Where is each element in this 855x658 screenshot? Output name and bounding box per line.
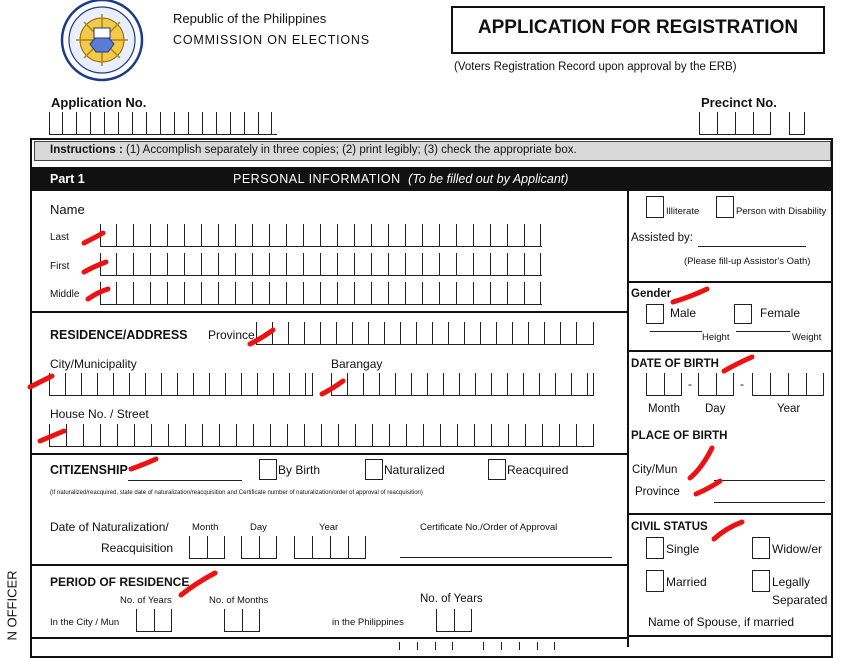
weight-line[interactable] bbox=[736, 331, 790, 332]
gender-label: Gender bbox=[631, 288, 672, 300]
legally-label: Legally bbox=[772, 575, 811, 589]
pob-province-line[interactable] bbox=[714, 502, 825, 503]
citizenship-note: (If naturalized/reacquired, state date of naturalization/reacquisition and Certificate number of naturalization/order of approval of reacquisition) bbox=[50, 490, 423, 496]
province-field[interactable] bbox=[256, 322, 594, 345]
dob-day-label: Day bbox=[705, 403, 726, 415]
assisted-by-label: Assisted by: bbox=[631, 232, 693, 244]
barangay-field[interactable] bbox=[331, 373, 594, 396]
male-checkbox[interactable] bbox=[646, 304, 664, 324]
dob-label: DATE OF BIRTH bbox=[631, 358, 719, 370]
assistor-note: (Please fill-up Assistor's Oath) bbox=[684, 256, 811, 267]
separated-label: Separated bbox=[772, 593, 828, 607]
pob-province-label: Province bbox=[635, 486, 680, 498]
pob-city-label: City/Mun bbox=[632, 464, 678, 476]
naturalization-date-label-2: Reacquisition bbox=[101, 541, 174, 555]
side-officer-text: N OFFICER bbox=[4, 570, 20, 641]
divider-period-next bbox=[32, 637, 628, 639]
illiterate-checkbox[interactable] bbox=[646, 196, 664, 218]
citizenship-line bbox=[128, 480, 242, 481]
city-field[interactable] bbox=[49, 373, 313, 396]
dob-dash-1: - bbox=[688, 377, 692, 391]
reacquired-label: Reacquired bbox=[507, 463, 569, 477]
period-months-field[interactable] bbox=[224, 609, 260, 632]
first-name-label: First bbox=[50, 261, 70, 272]
naturalized-checkbox[interactable] bbox=[365, 459, 383, 480]
divider-residence-citizenship bbox=[32, 453, 628, 455]
part1-note: (To be filled out by Applicant) bbox=[408, 172, 569, 186]
nat-day-label: Day bbox=[250, 522, 267, 533]
in-city-label: In the City / Mun bbox=[50, 617, 120, 628]
certificate-label: Certificate No./Order of Approval bbox=[420, 522, 558, 533]
divider-r4 bbox=[628, 635, 831, 637]
height-label: Height bbox=[702, 332, 730, 343]
period-months-label: No. of Months bbox=[209, 595, 269, 606]
naturalization-date-label-1: Date of Naturalization/ bbox=[50, 520, 169, 534]
nat-year-field[interactable] bbox=[294, 536, 366, 559]
female-label: Female bbox=[760, 306, 801, 320]
spouse-label: Name of Spouse, if married bbox=[648, 615, 795, 629]
residence-label: RESIDENCE/ADDRESS bbox=[50, 328, 188, 342]
illiterate-label: Illiterate bbox=[666, 206, 700, 217]
single-checkbox[interactable] bbox=[646, 537, 664, 559]
phil-years-label: No. of Years bbox=[420, 593, 483, 605]
phil-years-field[interactable] bbox=[436, 609, 472, 632]
part1-heading-text: PERSONAL INFORMATION bbox=[233, 172, 401, 186]
naturalized-label: Naturalized bbox=[384, 463, 445, 477]
nat-month-field[interactable] bbox=[189, 536, 225, 559]
certificate-line[interactable] bbox=[400, 557, 612, 558]
house-label: House No. / Street bbox=[50, 407, 149, 421]
married-checkbox[interactable] bbox=[646, 570, 664, 592]
instructions-label: Instructions : bbox=[50, 144, 123, 156]
weight-label: Weight bbox=[792, 332, 822, 343]
last-name-field[interactable] bbox=[100, 224, 542, 247]
widow-label: Widow/er bbox=[772, 542, 823, 556]
divider-r3 bbox=[628, 513, 831, 515]
last-name-label: Last bbox=[50, 232, 69, 243]
nat-day-field[interactable] bbox=[241, 536, 277, 559]
middle-name-label: Middle bbox=[50, 289, 80, 300]
part1-label: Part 1 bbox=[50, 172, 85, 186]
province-label: Province bbox=[208, 328, 255, 342]
married-label: Married bbox=[666, 575, 707, 589]
first-name-field[interactable] bbox=[100, 253, 542, 276]
reacquired-checkbox[interactable] bbox=[488, 459, 506, 480]
legally-separated-checkbox[interactable] bbox=[752, 570, 770, 592]
commission-text: COMMISSION ON ELECTIONS bbox=[173, 33, 370, 47]
pob-label: PLACE OF BIRTH bbox=[631, 430, 728, 442]
dob-year-label: Year bbox=[777, 403, 801, 415]
single-label: Single bbox=[666, 542, 700, 556]
period-years-label: No. of Years bbox=[120, 595, 172, 606]
application-no-field[interactable] bbox=[49, 112, 277, 135]
next-section-field-2[interactable] bbox=[483, 642, 555, 650]
pob-city-line[interactable] bbox=[714, 480, 825, 481]
divider-name-residence bbox=[32, 311, 628, 313]
dob-month-field[interactable] bbox=[646, 373, 682, 396]
assisted-by-line[interactable] bbox=[698, 246, 806, 247]
in-phil-label: in the Philippines bbox=[332, 617, 404, 628]
period-label: PERIOD OF RESIDENCE bbox=[50, 575, 190, 589]
nat-month-label: Month bbox=[192, 522, 219, 533]
dob-month-label: Month bbox=[648, 403, 680, 415]
republic-text: Republic of the Philippines bbox=[173, 11, 327, 26]
divider-r2 bbox=[628, 350, 831, 352]
form-subtitle: (Voters Registration Record upon approval by the ERB) bbox=[454, 61, 737, 73]
form-title: APPLICATION FOR REGISTRATION bbox=[477, 17, 799, 38]
name-label: Name bbox=[50, 202, 85, 217]
pwd-checkbox[interactable] bbox=[716, 196, 734, 218]
application-no-label: Application No. bbox=[51, 95, 147, 110]
nat-year-label: Year bbox=[319, 522, 339, 533]
part1-heading bbox=[233, 172, 568, 186]
divider-r1 bbox=[628, 281, 831, 283]
next-section-field[interactable] bbox=[399, 642, 453, 650]
house-field[interactable] bbox=[49, 424, 594, 447]
instructions-text bbox=[50, 144, 577, 156]
dob-year-field[interactable] bbox=[752, 373, 824, 396]
female-checkbox[interactable] bbox=[734, 304, 752, 324]
precinct-no-label: Precinct No. bbox=[701, 95, 777, 110]
widow-checkbox[interactable] bbox=[752, 537, 770, 559]
dob-dash-2: - bbox=[740, 377, 744, 391]
city-label: City/Municipality bbox=[50, 357, 137, 371]
precinct-no-field[interactable] bbox=[699, 112, 771, 135]
pwd-label: Person with Disability bbox=[736, 206, 827, 217]
civil-status-label: CIVIL STATUS bbox=[631, 521, 708, 533]
middle-name-field[interactable] bbox=[100, 282, 542, 305]
period-years-field[interactable] bbox=[136, 609, 172, 632]
column-divider bbox=[627, 191, 629, 647]
comelec-seal bbox=[50, 0, 154, 84]
by-birth-label: By Birth bbox=[278, 463, 321, 477]
height-line[interactable] bbox=[650, 331, 702, 332]
barangay-label: Barangay bbox=[331, 357, 383, 371]
male-label: Male bbox=[670, 306, 697, 320]
citizenship-label: CITIZENSHIP bbox=[50, 463, 128, 477]
instructions-body: (1) Accomplish separately in three copies; (2) print legibly; (3) check the appropriate box. bbox=[122, 144, 577, 156]
dob-day-field[interactable] bbox=[698, 373, 734, 396]
divider-citizenship-period bbox=[32, 564, 628, 566]
precinct-suffix-field[interactable] bbox=[789, 112, 805, 135]
by-birth-checkbox[interactable] bbox=[259, 459, 277, 480]
